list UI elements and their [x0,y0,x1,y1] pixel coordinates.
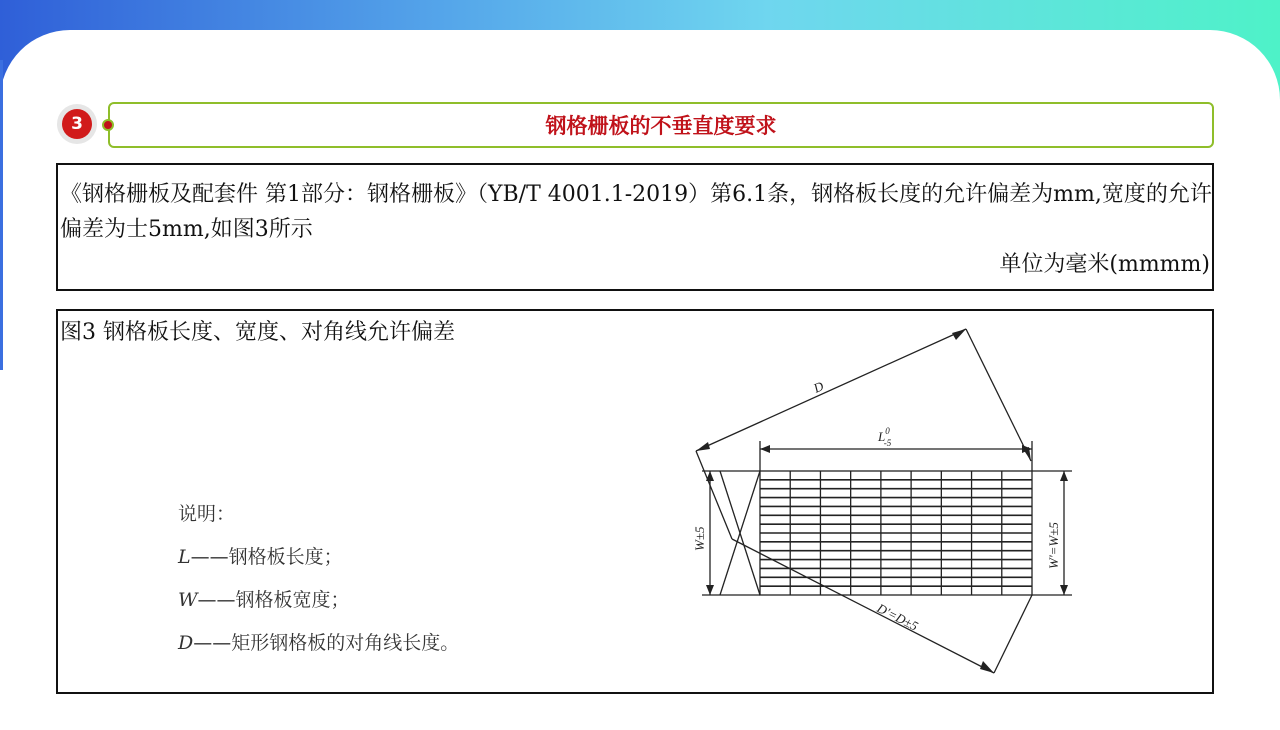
section-number: 3 [62,109,92,139]
arrowhead [1060,585,1068,595]
unit-note: 单位为毫米(mmmm) [999,252,1210,277]
d-ext-left [696,451,732,539]
legend-item-length [178,536,459,579]
arrowhead [706,471,714,481]
w-left-label: W±5 [692,526,707,551]
arrowhead [696,442,710,451]
grating-bars [760,471,1032,595]
arrowhead [760,445,770,453]
legend-text: ——矩形钢格板的对角线长度。 [193,632,460,654]
dprime-ext-right [994,595,1032,673]
d-ext-line [966,329,1031,461]
arrowhead [706,585,714,595]
legend-item-diagonal [178,622,459,665]
legend-symbol: W [178,589,198,611]
left-accent-line [0,60,3,370]
legend-text: ——钢格板长度； [190,546,343,568]
legend-symbol: L [178,546,191,568]
arrowhead [980,661,994,673]
legend-symbol: D [178,632,194,654]
d-dim-line [696,329,966,451]
legend-text: ——钢格板宽度； [197,589,350,611]
arrowhead [952,329,966,340]
standard-text-box [56,163,1214,291]
dprime-label: D'=D±5 [874,600,921,634]
legend-title: 说明： [178,503,236,525]
arrowhead [1060,471,1068,481]
grating-dimension-drawing [628,311,1108,692]
w-right-label: W'=W±5 [1046,522,1061,569]
figure-box [56,309,1214,694]
standard-paragraph: 《钢格栅板及配套件 第1部分：钢格栅板》（YB/T 4001.1-2019）第6.1条，钢格板长度的允许偏差为mm,宽度的允许偏差为士5mm,如图3所示 [60,182,1212,242]
section-title: 钢格栅板的不垂直度要求 [108,102,1214,148]
d-label: D [811,378,826,396]
section-number-badge [57,104,97,144]
l-label: $L^0$ -5 [878,426,892,448]
figure-caption: 图3 钢格板长度、宽度、对角线允许偏差 [60,320,455,345]
figure-legend [178,493,459,665]
legend-item-width [178,579,459,622]
title-bullet-dot [102,119,114,131]
